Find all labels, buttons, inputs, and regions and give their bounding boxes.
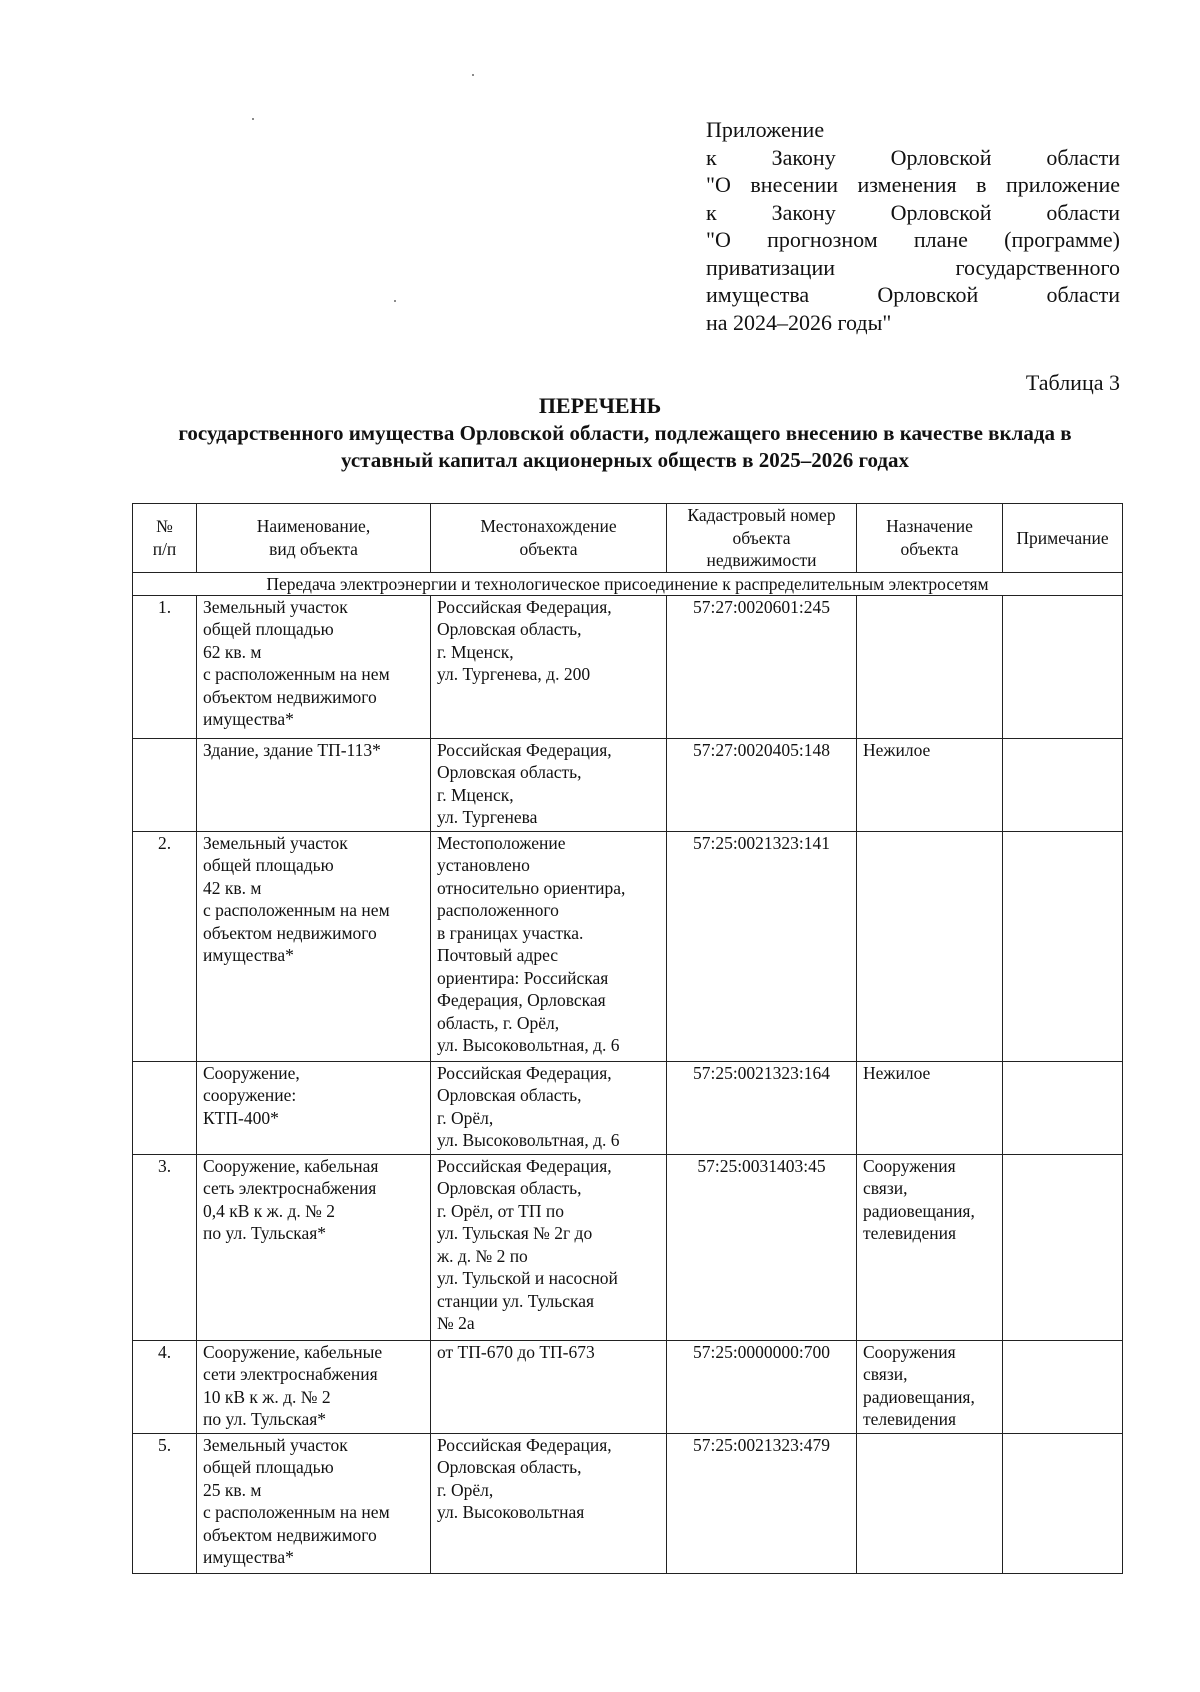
cell-location: Местоположение установлено относительно ориентира, расположенного в границах участка. Почтовый адрес ориентира: Российская Федерация, Орловская область, г. Орёл, ул. Высоковольтная, д. 6 [431, 831, 667, 1061]
cell-cadastral: 57:25:0000000:700 [667, 1340, 857, 1433]
table-number: Таблица 3 [1025, 370, 1120, 395]
cell-name: Земельный участок общей площадью 25 кв. м с расположенным на нем объектом недвижимого имущества* [197, 1433, 431, 1573]
cell-location: от ТП-670 до ТП-673 [431, 1340, 667, 1433]
appendix-word-part: области [1046, 144, 1120, 170]
appendix-last-line: на 2024–2026 годы" [706, 309, 892, 335]
table-row [133, 831, 1123, 1061]
cell-note [1003, 1340, 1123, 1433]
appendix-line [706, 281, 1120, 309]
cell-name: Сооружение, сооружение: КТП-400* [197, 1061, 431, 1154]
cell-note [1003, 1433, 1123, 1573]
appendix-word-part: (программе) [1004, 227, 1120, 252]
appendix-word-part: к [706, 144, 717, 170]
cell-purpose [857, 595, 1003, 738]
section-row [133, 572, 1123, 595]
document-subtitle: государственного имущества Орловской области, подлежащего внесению в качестве вклада в уставный капитал акционерных обществ в 2025–2026 годах [178, 421, 1072, 472]
table-row [133, 738, 1123, 831]
cell-location: Российская Федерация, Орловская область, г. Мценск, ул. Тургенева, д. 200 [431, 595, 667, 738]
cell-purpose [857, 831, 1003, 1061]
appendix-line [706, 226, 1120, 254]
appendix-header [706, 116, 1120, 336]
appendix-line [706, 254, 1120, 282]
section-title: Передача электроэнергии и технологическое присоединение к распределительным электросетям [133, 572, 1123, 595]
cell-name: Сооружение, кабельные сети электроснабжения 10 кВ к ж. д. № 2 по ул. Тульская* [197, 1340, 431, 1433]
header-num: № п/п [133, 504, 197, 573]
cell-purpose: Сооружения связи, радиовещания, телевидения [857, 1340, 1003, 1433]
cell-name: Сооружение, кабельная сеть электроснабжения 0,4 кВ к ж. д. № 2 по ул. Тульская* [197, 1154, 431, 1340]
cell-note [1003, 595, 1123, 738]
scan-speck [394, 300, 396, 302]
cell-num: 2. [133, 831, 197, 1061]
appendix-word-part: прогнозном [767, 227, 878, 252]
cell-purpose: Сооружения связи, радиовещания, телевидения [857, 1154, 1003, 1340]
cell-cadastral: 57:27:0020601:245 [667, 595, 857, 738]
appendix-word-part: изменения [857, 172, 957, 197]
table-row [133, 1340, 1123, 1433]
cell-cadastral: 57:25:0031403:45 [667, 1154, 857, 1340]
appendix-word-part: области [1046, 199, 1120, 225]
cell-cadastral: 57:27:0020405:148 [667, 738, 857, 831]
header-cadastral: Кадастровый номер объекта недвижимости [667, 504, 857, 573]
header-location: Местонахождение объекта [431, 504, 667, 573]
scan-speck [472, 74, 474, 76]
cell-num: 3. [133, 1154, 197, 1340]
appendix-word-part: области [1046, 282, 1120, 307]
appendix-word-part: приватизации [706, 254, 836, 280]
cell-num: 5. [133, 1433, 197, 1573]
cell-location: Российская Федерация, Орловская область, г. Мценск, ул. Тургенева [431, 738, 667, 831]
appendix-word-part: приложение [1006, 172, 1120, 197]
cell-purpose: Нежилое [857, 738, 1003, 831]
cell-location: Российская Федерация, Орловская область, г. Орёл, от ТП по ул. Тульская № 2г до ж. д. № 2 по ул. Тульской и насосной станции ул. Тульская № 2а [431, 1154, 667, 1340]
header-note: Примечание [1003, 504, 1123, 573]
cell-purpose: Нежилое [857, 1061, 1003, 1154]
cell-cadastral: 57:25:0021323:164 [667, 1061, 857, 1154]
appendix-word-part: "О [706, 172, 731, 197]
table-row [133, 1433, 1123, 1573]
cell-note [1003, 1061, 1123, 1154]
appendix-line [706, 144, 1120, 172]
table-row [133, 595, 1123, 738]
cell-num: 1. [133, 595, 197, 738]
cell-name: Земельный участок общей площадью 42 кв. м с расположенным на нем объектом недвижимого имущества* [197, 831, 431, 1061]
cell-name: Здание, здание ТП-113* [197, 738, 431, 831]
header-purpose: Назначение объекта [857, 504, 1003, 573]
cell-purpose [857, 1433, 1003, 1573]
appendix-word-part: плане [913, 227, 968, 252]
cell-cadastral: 57:25:0021323:141 [667, 831, 857, 1061]
appendix-word-part: Орловской [890, 144, 992, 170]
appendix-line [706, 171, 1120, 199]
cell-num [133, 738, 197, 831]
cell-location: Российская Федерация, Орловская область, г. Орёл, ул. Высоковольтная [431, 1433, 667, 1573]
appendix-word-part: к [706, 199, 717, 225]
appendix-word-part: Орловской [877, 282, 979, 307]
cell-cadastral: 57:25:0021323:479 [667, 1433, 857, 1573]
table-row [133, 1061, 1123, 1154]
cell-note [1003, 738, 1123, 831]
appendix-word-part: "О [706, 227, 731, 252]
cell-num: 4. [133, 1340, 197, 1433]
property-table [132, 503, 1123, 1574]
appendix-word-part: Закону [771, 144, 836, 170]
cell-location: Российская Федерация, Орловская область, г. Орёл, ул. Высоковольтная, д. 6 [431, 1061, 667, 1154]
appendix-word-part: Закону [771, 199, 836, 225]
scan-speck [252, 118, 254, 120]
document-title: ПЕРЕЧЕНЬ [538, 393, 662, 418]
cell-name: Земельный участок общей площадью 62 кв. м с расположенным на нем объектом недвижимого имущества* [197, 595, 431, 738]
table-header-row [133, 504, 1123, 573]
appendix-word: Приложение [706, 117, 825, 142]
appendix-word-part: в [976, 172, 987, 197]
appendix-word-part: внесении [750, 172, 838, 197]
table-row [133, 1154, 1123, 1340]
cell-num [133, 1061, 197, 1154]
appendix-line [706, 199, 1120, 227]
appendix-word-part: государственного [955, 254, 1120, 280]
header-name: Наименование, вид объекта [197, 504, 431, 573]
cell-note [1003, 1154, 1123, 1340]
appendix-word-part: Орловской [890, 199, 992, 225]
appendix-word-part: имущества [706, 282, 810, 307]
cell-note [1003, 831, 1123, 1061]
